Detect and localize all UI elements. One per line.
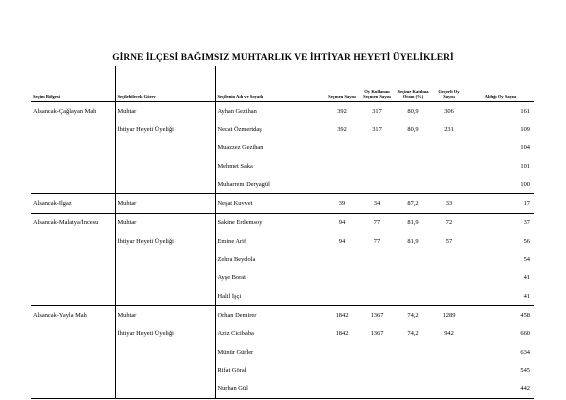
cell-registered: 94 (338, 237, 346, 245)
table-row (31, 102, 534, 121)
header-voters: Oy Kullanan Seçmen Sayısı (359, 66, 395, 102)
table-row (31, 175, 534, 194)
table-row (31, 287, 534, 306)
cell-voters (359, 287, 395, 306)
cell-region: Alsancak-Çağlayan Mah (33, 107, 97, 115)
cell-turnout (395, 139, 431, 157)
cell-position: Muhtar (115, 213, 215, 232)
cell-region: Alsancak-Yayla Mah (31, 306, 115, 325)
header-position: Seçilebilecek Görev (115, 66, 215, 102)
results-table (31, 66, 534, 399)
cell-turnout: 81,9 (395, 213, 431, 232)
cell-position: İhtiyar Heyeti Üyeliği (115, 325, 215, 343)
cell-received: 634 (520, 348, 530, 356)
cell-valid: 942 (444, 330, 454, 338)
cell-region (31, 361, 115, 379)
table-row (31, 325, 534, 343)
cell-received: 660 (520, 330, 530, 338)
header-valid: Geçerli Oy Sayısı (431, 66, 467, 102)
cell-turnout (395, 379, 431, 398)
table-row (31, 120, 534, 138)
cell-received: 37 (467, 213, 534, 232)
cell-region (31, 250, 115, 268)
cell-turnout: 81,9 (407, 237, 419, 245)
table-row (31, 306, 534, 325)
cell-turnout: 74,2 (395, 306, 431, 325)
cell-position (115, 157, 215, 175)
cell-name: Zehra Beydola (215, 250, 325, 268)
header-row (31, 66, 534, 102)
cell-voters: 1367 (359, 306, 395, 325)
cell-voters: 77 (359, 213, 395, 232)
cell-voters: 317 (372, 107, 382, 115)
cell-turnout (395, 343, 431, 361)
cell-position: Muhtar (115, 194, 215, 213)
cell-registered (325, 157, 359, 175)
cell-received: 100 (467, 175, 534, 194)
cell-voters (359, 250, 395, 268)
cell-region (31, 343, 115, 361)
cell-region (31, 232, 115, 250)
cell-voters: 77 (373, 237, 381, 245)
cell-region (31, 325, 115, 343)
cell-registered (325, 379, 359, 398)
cell-name: Muazzez Gezihan (215, 139, 325, 157)
cell-received: 41 (523, 274, 530, 282)
cell-position (115, 343, 215, 361)
cell-turnout (395, 287, 431, 306)
cell-voters (359, 175, 395, 194)
cell-valid: 72 (431, 213, 467, 232)
cell-region (31, 157, 115, 175)
cell-received: 54 (523, 256, 530, 264)
table-row (31, 269, 534, 287)
cell-valid (431, 175, 467, 194)
cell-position: Muhtar (115, 306, 215, 325)
cell-valid (431, 361, 467, 379)
cell-position (115, 139, 215, 157)
header-name: Seçilenin Adı ve Soyadı (215, 66, 325, 102)
cell-position (115, 361, 215, 379)
table-row (31, 343, 534, 361)
cell-received: 458 (467, 306, 534, 325)
cell-voters (359, 157, 395, 175)
cell-voters: 317 (372, 125, 382, 133)
cell-voters (359, 361, 395, 379)
cell-name: Muharrem Deryagül (215, 175, 325, 194)
cell-position: Muhtar (115, 102, 215, 121)
cell-registered: 392 (337, 107, 347, 115)
cell-position (115, 379, 215, 398)
cell-region (31, 379, 115, 398)
cell-valid: 306 (444, 107, 454, 115)
cell-valid (431, 379, 467, 398)
header-turnout: Seçime Katılma Oranı (%) (395, 66, 431, 102)
cell-name: Emine Arif (215, 232, 325, 250)
cell-received: 17 (467, 194, 534, 213)
cell-name: Rifat Göral (215, 361, 325, 379)
cell-registered (325, 250, 359, 268)
header-registered: Seçmen Sayısı (325, 66, 359, 102)
cell-turnout (395, 157, 431, 175)
document-title: GİRNE İLÇESİ BAĞIMSIZ MUHTARLIK VE İHTİYAR HEYETİ ÜYELİKLERİ (112, 53, 454, 63)
cell-valid (431, 250, 467, 268)
cell-region (31, 175, 115, 194)
table-row (31, 232, 534, 250)
cell-registered (325, 269, 359, 287)
cell-position (115, 269, 215, 287)
table-row (31, 361, 534, 379)
cell-position: İhtiyar Heyeti Üyeliği (115, 120, 215, 138)
cell-received: 101 (520, 162, 530, 170)
cell-registered: 392 (337, 125, 347, 133)
cell-name: Halil İşçi (215, 287, 325, 306)
cell-valid (431, 157, 467, 175)
header-region: Seçim Bölgesi (31, 66, 115, 102)
table-row (31, 250, 534, 268)
cell-received: 104 (520, 144, 530, 152)
cell-name: Neşat Kuvvet (215, 194, 325, 213)
results-body (31, 102, 534, 399)
cell-position: İhtiyar Heyeti Üyeliği (115, 232, 215, 250)
table-row (31, 379, 534, 398)
cell-turnout: 80,9 (407, 125, 419, 133)
cell-valid: 57 (445, 237, 453, 245)
cell-registered: 94 (325, 213, 359, 232)
cell-turnout (395, 175, 431, 194)
cell-voters: 1367 (370, 330, 384, 338)
cell-registered (325, 287, 359, 306)
cell-name: Nurhan Gül (215, 379, 325, 398)
cell-voters (359, 139, 395, 157)
cell-position (115, 175, 215, 194)
cell-turnout (395, 361, 431, 379)
cell-region: Alsancak-Ilgaz (31, 194, 115, 213)
cell-valid: 231 (444, 125, 454, 133)
cell-received: 161 (520, 107, 530, 115)
cell-position (115, 250, 215, 268)
cell-name: Münür Gürler (215, 343, 325, 361)
cell-received: 109 (520, 125, 530, 133)
cell-name: Ayhan Gezihan (215, 102, 325, 121)
cell-valid: 33 (431, 194, 467, 213)
cell-registered (325, 175, 359, 194)
table-row (31, 194, 534, 213)
cell-region: Alsancak-Malatya/İncesu (31, 213, 115, 232)
table-row (31, 213, 534, 232)
cell-name: Ayşe Borat (215, 269, 325, 287)
cell-voters (359, 269, 395, 287)
cell-received: 442 (467, 379, 534, 398)
cell-name: Necat Özmertdaş (215, 120, 325, 138)
cell-valid (431, 343, 467, 361)
cell-turnout (395, 250, 431, 268)
cell-received: 56 (523, 237, 530, 245)
cell-turnout: 80,9 (407, 107, 419, 115)
cell-registered: 1842 (335, 330, 349, 338)
cell-registered: 1842 (325, 306, 359, 325)
cell-valid: 1289 (431, 306, 467, 325)
table-row (31, 139, 534, 157)
cell-name: Orhan Demirer (215, 306, 325, 325)
cell-received: 545 (520, 366, 530, 374)
cell-turnout (395, 269, 431, 287)
header-received: Aldığı Oy Sayısı (467, 66, 534, 102)
cell-name: Mehmet Saka (215, 157, 325, 175)
cell-registered (325, 361, 359, 379)
cell-voters (359, 343, 395, 361)
cell-voters: 34 (359, 194, 395, 213)
cell-valid (431, 287, 467, 306)
cell-valid (431, 139, 467, 157)
cell-region (31, 139, 115, 157)
cell-region (31, 120, 115, 138)
cell-region (31, 269, 115, 287)
cell-turnout: 74,2 (407, 330, 419, 338)
table-row (31, 157, 534, 175)
cell-position (115, 287, 215, 306)
cell-received: 41 (467, 287, 534, 306)
cell-registered: 39 (325, 194, 359, 213)
cell-voters (359, 379, 395, 398)
cell-registered (325, 343, 359, 361)
cell-name: Aziz Cicibaba (215, 325, 325, 343)
cell-region (31, 287, 115, 306)
cell-turnout: 87,2 (395, 194, 431, 213)
cell-registered (325, 139, 359, 157)
cell-name: Sakine Erdemsoy (215, 213, 325, 232)
cell-valid (431, 269, 467, 287)
